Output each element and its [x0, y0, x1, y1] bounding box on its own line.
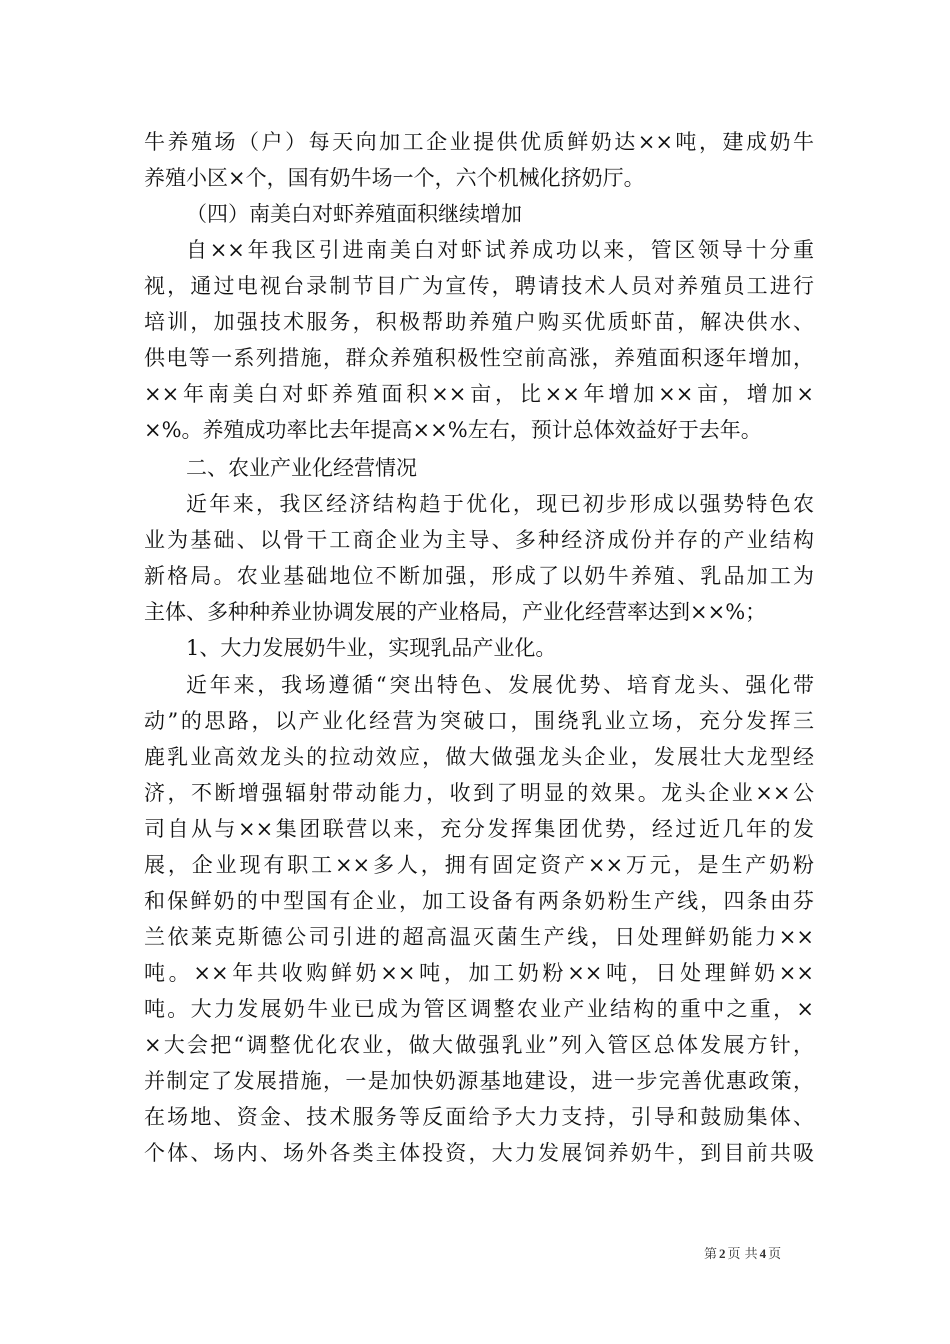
text-line: 自××年我区引进南美白对虾试养成功以来，管区领导十分重: [186, 238, 814, 262]
text-line: 近年来，我区经济结构趋于优化，现已初步形成以强势特色农: [186, 492, 814, 516]
text-line: 养殖小区×个，国有奶牛场一个，六个机械化挤奶厅。: [144, 166, 645, 190]
footer-middle: 页 共: [727, 1247, 758, 1262]
text-line: 业为基础、以骨干工商企业为主导、多种经济成份并存的产业结构: [144, 528, 814, 552]
text-line: 司自从与××集团联营以来，充分发挥集团优势，经过近几年的发: [144, 817, 814, 841]
text-line: 视，通过电视台录制节目广为宣传，聘请技术人员对养殖员工进行: [144, 274, 814, 298]
text-line: ×大会把“调整优化农业，做大做强乳业”列入管区总体发展方针，: [144, 1033, 814, 1057]
text-line: ×%。养殖成功率比去年提高××%左右，预计总体效益好于去年。: [144, 418, 762, 442]
total-pages-number: 4: [759, 1246, 767, 1261]
footer-prefix: 第: [704, 1247, 718, 1262]
page-footer: [704, 1245, 781, 1264]
text-line: 在场地、资金、技术服务等反面给予大力支持，引导和鼓励集体、: [144, 1105, 814, 1129]
text-line: ××年南美白对虾养殖面积××亩，比××年增加××亩，增加×: [144, 382, 814, 406]
text-line: 培训，加强技术服务，积极帮助养殖户购买优质虾苗，解决供水、: [144, 310, 814, 334]
text-line: 新格局。农业基础地位不断加强，形成了以奶牛养殖、乳品加工为: [144, 564, 814, 588]
section-heading: （四）南美白对虾养殖面积继续增加: [186, 202, 522, 226]
text-line: 主体、多种种养业协调发展的产业格局，产业化经营率达到××%；: [144, 600, 767, 624]
footer-suffix: 页: [768, 1247, 782, 1262]
text-line: 济，不断增强辐射带动能力，收到了明显的效果。龙头企业××公: [144, 781, 814, 805]
text-line: 牛养殖场（户）每天向加工企业提供优质鲜奶达××吨，建成奶牛: [144, 130, 814, 154]
text-line: 吨。××年共收购鲜奶××吨，加工奶粉××吨，日处理鲜奶××: [144, 961, 814, 985]
text-line: 供电等一系列措施，群众养殖积极性空前高涨，养殖面积逐年增加，: [144, 346, 814, 370]
text-line: 吨。大力发展奶牛业已成为管区调整农业产业结构的重中之重，×: [144, 997, 814, 1021]
section-heading: 1、大力发展奶牛业，实现乳品产业化。: [186, 636, 557, 660]
text-line: 鹿乳业高效龙头的拉动效应，做大做强龙头企业，发展壮大龙型经: [144, 745, 814, 769]
current-page-number: 2: [719, 1246, 726, 1261]
text-line: 展，企业现有职工××多人，拥有固定资产××万元，是生产奶粉: [144, 853, 814, 877]
section-heading: 二、农业产业化经营情况: [186, 456, 417, 480]
text-line: 兰依莱克斯德公司引进的超高温灭菌生产线，日处理鲜奶能力××: [144, 925, 814, 949]
text-line: 近年来，我场遵循“突出特色、发展优势、培育龙头、强化带: [186, 673, 814, 697]
text-line: 个体、场内、场外各类主体投资，大力发展饲养奶牛，到目前共吸: [144, 1141, 814, 1165]
text-line: 动”的思路，以产业化经营为突破口，围绕乳业立场，充分发挥三: [144, 709, 814, 733]
text-line: 和保鲜奶的中型国有企业，加工设备有两条奶粉生产线，四条由芬: [144, 889, 814, 913]
text-line: 并制定了发展措施，一是加快奶源基地建设，进一步完善优惠政策，: [144, 1069, 814, 1093]
